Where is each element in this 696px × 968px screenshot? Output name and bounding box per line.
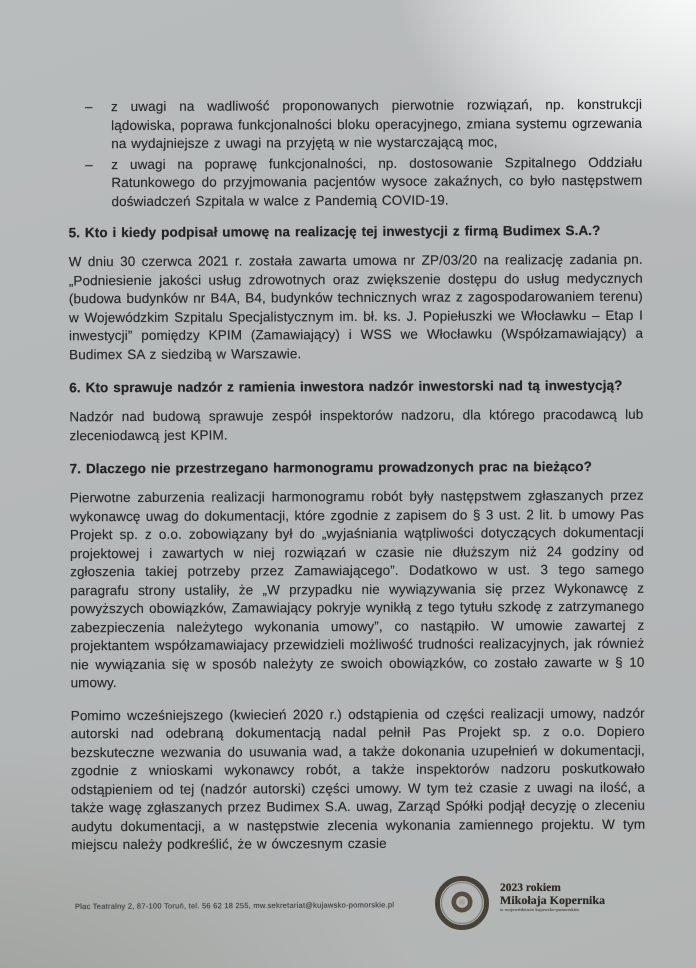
bullet-dash: –: [85, 99, 93, 115]
bullet-item: [68, 153, 642, 211]
answer-7-paragraph-2: Pomimo wcześniejszego (kwiecień 2020 r.) odstąpienia od części realizacji umowy, nadzór autorski nad odebraną dokumentacją nadal pełnił Pas Projekt sp. z o.o. Dopiero bezskuteczne wezwania do usuwania wad, a także dokonania uzupełnień w dokumentacji, zgodnie z wnioskami wykonawcy robót, a także inspektorów nadzoru poskutkowało odstąpieniem od tej (nadzór autorski) części umowy. W tym też czasie z uwagi na ilość, a także wagę zgłaszanych przez Budimex S.A. uwag, Zarząd Spółki podjął decyzję o zleceniu audytu dokumentacji, a w następstwie zlecenia wykonania zamiennego projektu. W tym miejscu należy podkreślić, że w ówczesnym czasie: [70, 705, 646, 853]
question-6-heading: 6. Kto sprawuje nadzór z ramienia inwestora nadzór inwestorski nad tą inwestycją?: [69, 377, 623, 396]
qa-section-5: [69, 221, 644, 365]
answer-5-paragraph: W dniu 30 czerwca 2021 r. została zawarta umowa nr ZP/03/20 na realizację zadania pn. „Podniesienie jakości usług zdrowotnych oraz zwiększenie dostępu do usług medycznych (budowa budynków nr B4A, B4, budynków technicznych wraz z zagospodarowaniem terenu) w Wojewódzkim Szpitalu Specjalistycznym im. bł. ks. J. Popiełuszki we Włocławku – Etap I inwestycji” pomiędzy KPIM (Zamawiający) i WSS we Włocławku (Współzamawiający) a Budimex SA z siedzibą w Warszawie.: [68, 251, 644, 362]
answer-7-paragraph-1: Pierwotne zaburzenia realizacji harmonogramu robót były następstwem zgłaszanych przez wykonawcę uwag do dokumentacji, które zgodnie z zapisem do § 3 ust. 2 lit. b umowy Pas Projekt sp. z o.o. zobowiązany był do „wyjaśniania wątpliwości dotyczących dokumentacji projektowej i zawartych w niej rozwiązań w czasie nie dłuższym niż 24 godziny od zgłoszenia takiej potrzeby przez Zamawiającego”. Dodatkowo w ust. 3 tego samego paragrafu strony ustaliły, że „W przypadku nie wywiązywania się przez Wykonawcę z powyższych obowiązków, Zamawiający pokryje wynikłą z tego tytułu szkodę z zatrzymanego zabezpieczenia należytego wykonania umowy”, co nastąpiło. W umowie zawartej z projektantem współzamawiajacy przewidzieli możliwość trudności realizacyjnych, jak również nie wywiązania się w sposób należyty ze swoich obowiązków, co zostało zawarte w § 10 umowy.: [69, 487, 645, 691]
document-body: [68, 96, 645, 869]
bullet-item: [68, 96, 642, 154]
logo-name-line: Mikołaja Kopernika: [500, 893, 606, 907]
question-7-heading: 7. Dlaczego nie przestrzegano harmonogramu prowadzonych prac na bieżąco?: [69, 458, 592, 477]
bullet-list: [68, 96, 642, 212]
bullet-text: z uwagi na wadliwość proponowanych pierwotnie rozwiązań, np. konstrukcji lądowiska, poprawa funkcjonalności bloku operacyjnego, zmiana systemu ogrzewania na wydajniejsze z uwagi na przyjętą w nie wystarczającą moc,: [111, 96, 643, 152]
qa-section-6: [69, 376, 643, 446]
bullet-text: z uwagi na poprawę funkcjonalności, np. dostosowanie Szpitalnego Oddziału Ratunkowego do przyjmowania pacjentów wysoce zakaźnych, co było następstwem doświadczeń Szpitala w walce z Pandemią COVID-19.: [111, 154, 643, 209]
copernicus-seal-icon: [433, 875, 491, 933]
bullet-dash: –: [85, 156, 93, 172]
copernicus-2023-logo: [433, 875, 605, 933]
qa-section-7: [70, 457, 646, 855]
logo-tagline: w województwie kujawsko-pomorskim: [500, 907, 580, 912]
question-5-heading: 5. Kto i kiedy podpisał umowę na realizację tej inwestycji z firmą Budimex S.A.?: [68, 222, 601, 241]
answer-6-paragraph: Nadzór nad budową sprawuje zespół inspektorów nadzoru, dla którego pracodawcą lub zleceniodawcą jest KPIM.: [69, 406, 644, 443]
logo-year-line: 2023 rokiem: [500, 882, 561, 894]
footer-address: Plac Teatralny 2, 87-100 Toruń, tel. 56 62 18 255, mw.sekretariat@kujawsko-pomorskie.pl: [74, 900, 395, 911]
copernicus-logo-text: [500, 882, 605, 913]
